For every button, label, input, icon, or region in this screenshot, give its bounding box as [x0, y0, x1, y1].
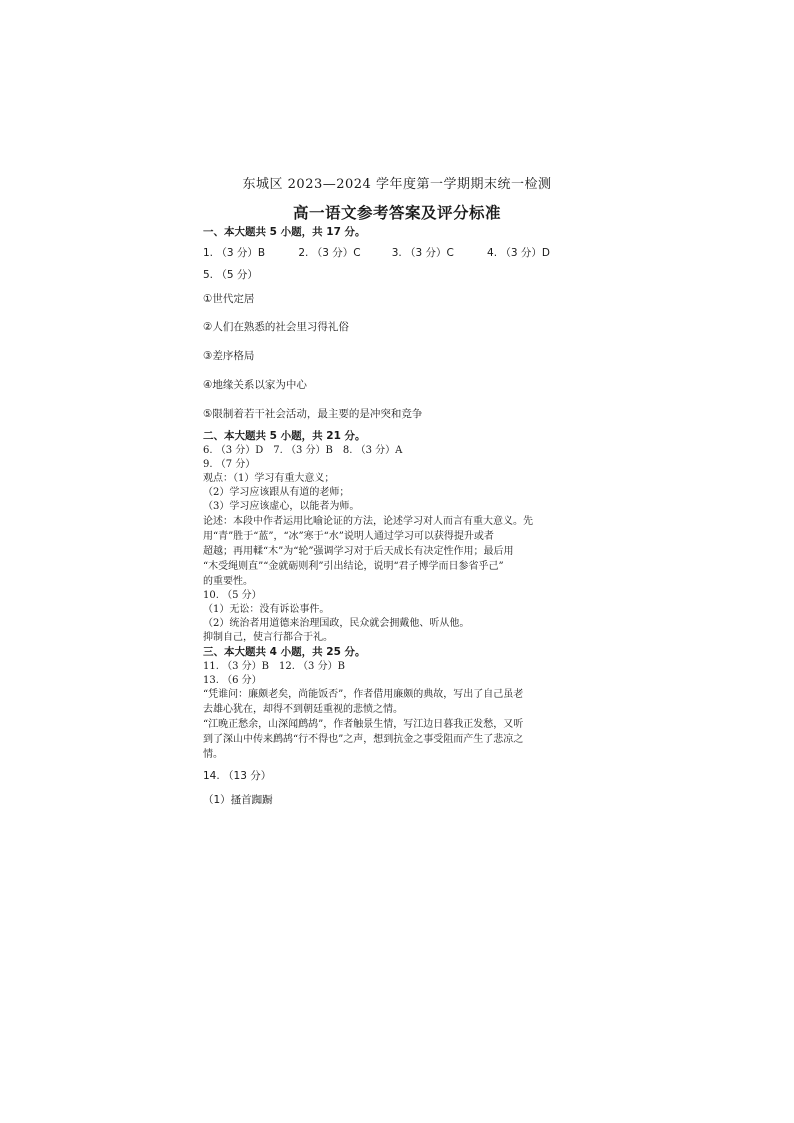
q13-line-1: “凭谁问：廉颇老矣，尚能饭否”，作者借用廉颇的典故，写出了自己虽老 [203, 689, 524, 700]
q9-line-6: 超越；再用輮“木”为“轮”强调学习对于后天成长有决定性作用；最后用 [203, 546, 514, 557]
q13-label: 13. （6 分） [203, 675, 262, 686]
q13-line-4: 到了深山中传来鹧鸪“行不得也”之声，想到抗金之事受阻而产生了悲凉之 [203, 734, 524, 745]
q5-point-1: ①世代定居 [203, 293, 255, 305]
q10-line-2: （2）统治者用道德来治理国政，民众就会拥戴他、听从他。 [203, 618, 470, 629]
q9-line-4: 论述：本段中作者运用比喻论证的方法，论述学习对人而言有重大意义。先 [203, 516, 533, 527]
section-heading-1: 一、本大题共 5 小题，共 17 分。 [203, 226, 366, 238]
q9-line-1: 观点：（1）学习有重大意义； [203, 473, 335, 484]
q5-point-3: ③差序格局 [203, 350, 255, 362]
answer-q3: 3. （3 分）C [391, 247, 454, 259]
q5-label: 5. （5 分） [203, 269, 258, 281]
section-heading-3: 三、本大题共 4 小题，共 25 分。 [203, 646, 366, 658]
q13-line-2: 去雄心犹在，却得不到朝廷重视的悲愤之情。 [203, 704, 403, 715]
answers-row-6-8: 6. （3 分）D 7. （3 分）B 8. （3 分）A [203, 445, 403, 456]
q10-line-3: 抑制自己，使言行都合于礼。 [203, 632, 333, 643]
q13-line-5: 情。 [203, 749, 223, 760]
section-heading-2: 二、本大题共 5 小题，共 21 分。 [203, 430, 366, 442]
answer-q4: 4. （3 分）D [487, 247, 550, 259]
answer-q1: 1. （3 分）B [203, 247, 266, 259]
q9-line-8: 的重要性。 [203, 576, 253, 587]
answers-row-1-4 [203, 246, 598, 260]
q5-point-2: ②人们在熟悉的社会里习得礼俗 [203, 321, 349, 333]
q10-label: 10. （5 分） [203, 590, 262, 601]
q9-line-2: （2）学习应该跟从有道的老师； [203, 487, 350, 498]
exam-title: 东城区 2023—2024 学年度第一学期期末统一检测 [242, 177, 552, 192]
answers-row-11-12: 11. （3 分）B 12. （3 分）B [203, 661, 345, 672]
q10-line-1: （1）无讼：没有诉讼事件。 [203, 604, 330, 615]
q5-point-4: ④地缘关系以家为中心 [203, 379, 307, 391]
q9-line-3: （3）学习应该虚心，以能者为师。 [203, 501, 360, 512]
answer-q2: 2. （3 分）C [298, 247, 361, 259]
q14-line-1: （1）搔首踟蹰 [203, 794, 273, 806]
q9-line-7: “木受绳则直”“金就砺则利”引出结论，说明“君子博学而日参省乎己” [203, 561, 504, 572]
page-title: 高一语文参考答案及评分标准 [292, 204, 501, 222]
q9-line-5: 用“青”胜于“蓝”，“冰”寒于“水”说明人通过学习可以获得提升或者 [203, 531, 494, 542]
q5-point-5: ⑤限制着若干社会活动，最主要的是冲突和竞争 [203, 408, 423, 420]
q13-line-3: “江晚正愁余，山深闻鹧鸪”，作者触景生情，写江边日暮我正发愁，又听 [203, 719, 524, 730]
q9-label: 9. （7 分） [203, 459, 256, 470]
q14-label: 14. （13 分） [203, 770, 272, 782]
